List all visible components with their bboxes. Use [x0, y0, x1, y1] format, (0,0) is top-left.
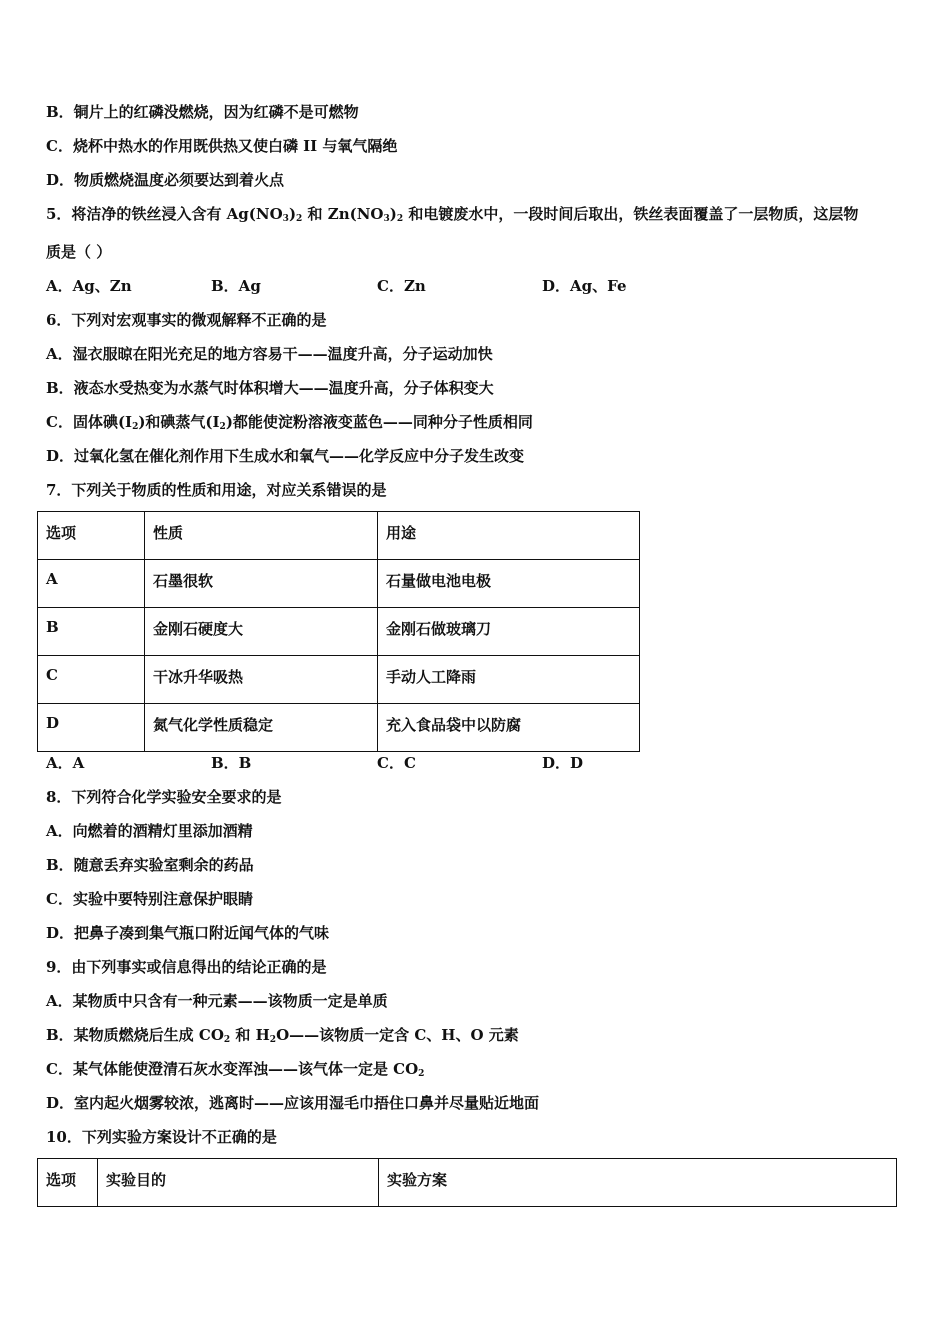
q9-option-c: C．某气体能使澄清石灰水变浑浊——该气体一定是 $CO_2$	[46, 1060, 425, 1079]
q10-table	[37, 1158, 897, 1207]
q8-option-d: D．把鼻子凑到集气瓶口附近闻气体的气味	[46, 924, 330, 942]
q7-table	[37, 511, 640, 752]
q7-stem: 7．下列关于物质的性质和用途，对应关系错误的是	[46, 481, 387, 499]
q7-option-b: B．B	[211, 754, 252, 772]
table-cell: 实验目的	[98, 1159, 379, 1207]
q5-options	[46, 276, 846, 296]
q9-option-d: D．室内起火烟雾较浓，逃离时——应该用湿毛巾捂住口鼻并尽量贴近地面	[46, 1094, 540, 1112]
q8-option-c: C．实验中要特别注意保护眼睛	[46, 890, 253, 908]
q8-stem: 8．下列符合化学实验安全要求的是	[46, 788, 282, 806]
q7-option-a: A．A	[46, 754, 85, 772]
q6-option-d: D．过氧化氢在催化剂作用下生成水和氧气——化学反应中分子发生改变	[46, 447, 525, 465]
table-row	[38, 560, 640, 608]
table-cell: 用途	[378, 512, 640, 560]
table-row	[38, 656, 640, 704]
table-header-row	[38, 1159, 897, 1207]
q6-option-c: C．固体碘$(I_2)$和碘蒸气$(I_2)$都能使淀粉溶液变蓝色——同种分子性质相同	[46, 413, 533, 432]
q9-option-a: A．某物质中只含有一种元素——该物质一定是单质	[46, 992, 388, 1010]
q7-option-d: D．D	[542, 754, 584, 772]
q5-option-c: C．Zn	[377, 277, 426, 295]
q4-option-c: C．烧杯中热水的作用既供热又使白磷 II 与氧气隔绝	[46, 137, 398, 155]
table-cell: 氮气化学性质稳定	[145, 704, 378, 752]
table-row	[38, 608, 640, 656]
table-cell: 手动人工降雨	[378, 656, 640, 704]
q10-stem: 10．下列实验方案设计不正确的是	[46, 1128, 277, 1146]
table-cell: 实验方案	[379, 1159, 897, 1207]
q5-option-b: B．Ag	[211, 277, 261, 295]
q6-option-a: A．湿衣服晾在阳光充足的地方容易干——温度升高，分子运动加快	[46, 345, 493, 363]
q8-option-a: A．向燃着的酒精灯里添加酒精	[46, 822, 253, 840]
table-cell: 选项	[38, 1159, 98, 1207]
table-cell: C	[38, 656, 145, 704]
q5-option-a: A．Ag、Zn	[46, 277, 132, 295]
table-cell: A	[38, 560, 145, 608]
q7-options	[46, 753, 846, 773]
q5-option-d: D．Ag、Fe	[542, 277, 627, 295]
table-cell: 选项	[38, 512, 145, 560]
table-cell: D	[38, 704, 145, 752]
table-cell: 石墨很软	[145, 560, 378, 608]
q6-option-b: B．液态水受热变为水蒸气时体积增大——温度升高，分子体积变大	[46, 379, 494, 397]
q9-stem: 9．由下列事实或信息得出的结论正确的是	[46, 958, 327, 976]
q5-stem-line1: 5．将洁净的铁丝浸入含有 $Ag(NO_3)_2$ 和 $Zn(NO_3)_2$ 和电镀废水中，一段时间后取出，铁丝表面覆盖了一层物质，这层物	[46, 205, 859, 224]
q6-stem: 6．下列对宏观事实的微观解释不正确的是	[46, 311, 327, 329]
q5-stem-line2: 质是（ ）	[46, 243, 112, 261]
q9-option-b: B．某物质燃烧后生成 $CO_2$ 和 $H_2O——$该物质一定含 C、H、O 元素	[46, 1026, 519, 1045]
table-cell: 金刚石做玻璃刀	[378, 608, 640, 656]
q8-option-b: B．随意丢弃实验室剩余的药品	[46, 856, 254, 874]
q4-option-d: D．物质燃烧温度必须要达到着火点	[46, 171, 285, 189]
table-row	[38, 704, 640, 752]
q4-option-b: B．铜片上的红磷没燃烧，因为红磷不是可燃物	[46, 103, 359, 121]
q7-option-c: C．C	[377, 754, 416, 772]
table-cell: 石量做电池电极	[378, 560, 640, 608]
table-cell: 性质	[145, 512, 378, 560]
table-cell: 金刚石硬度大	[145, 608, 378, 656]
table-header-row	[38, 512, 640, 560]
table-cell: 充入食品袋中以防腐	[378, 704, 640, 752]
table-cell: 干冰升华吸热	[145, 656, 378, 704]
table-cell: B	[38, 608, 145, 656]
